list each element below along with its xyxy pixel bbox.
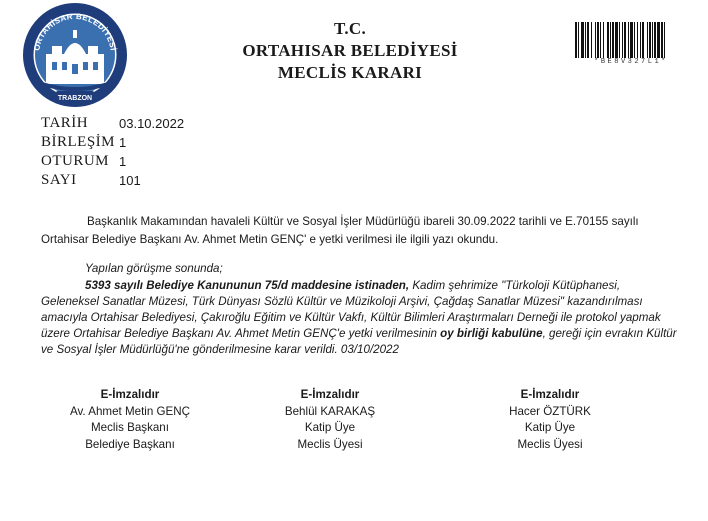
meta-value: 1 [119, 154, 127, 169]
barcode-bar [624, 22, 626, 58]
meta-value: 1 [119, 135, 127, 150]
meta-label: SAYI [41, 172, 77, 188]
meta-block [41, 114, 184, 190]
signature-name: Behlül KARAKAŞ [284, 404, 376, 418]
signature-name: Hacer ÖZTÜRK [509, 404, 591, 418]
meta-row-sitting [41, 152, 184, 171]
header-line-tc: T.C. [333, 19, 367, 38]
paragraph-text: Başkanlık Makamından havaleli Kültür ve Sosyal İşler Müdürlüğü ibareli 30.09.2022 tarihli ve E.70155 sayılı Ortahisar Belediye Başkanı Av. Ahmet Metin GENÇ' e yetki verilmesi ile ilgili yazı okundu. [41, 215, 639, 246]
logo-bottom-text: TRABZON [57, 95, 93, 102]
barcode-bar [587, 22, 589, 58]
barcode-bar [630, 22, 633, 58]
barcode-bar [640, 22, 641, 58]
barcode-bar [634, 22, 635, 58]
body-paragraph-decision [41, 278, 681, 358]
signature-title: E-İmzalıdır [300, 388, 360, 401]
signature-title: E-İmzalıdır [520, 388, 580, 401]
barcode-bar [637, 22, 638, 58]
meta-label: TARİH [41, 115, 89, 131]
barcode-bar [628, 22, 629, 58]
meta-row-number [41, 171, 184, 190]
meta-row-session [41, 133, 184, 152]
barcode-bar [612, 22, 614, 58]
barcode-bar [664, 22, 665, 58]
barcode [575, 22, 687, 58]
meta-value: 03.10.2022 [119, 116, 185, 131]
signature-role: Meclis Üyesi [297, 437, 363, 451]
signature-role: Katip Üye [304, 421, 356, 434]
barcode-bar [615, 22, 618, 58]
signature-title: E-İmzalıdır [100, 388, 160, 401]
barcode-bar [595, 22, 596, 58]
meta-label: OTURUM [41, 153, 110, 169]
signature-role: Meclis Başkanı [91, 421, 169, 434]
decision-vote: oy birliği kabulüne [440, 327, 543, 340]
meta-label: BİRLEŞİM [41, 134, 116, 150]
body-paragraph-intro [41, 213, 681, 249]
municipality-logo [22, 2, 128, 108]
barcode-bar [654, 22, 656, 58]
signature-role: Belediye Başkanı [85, 437, 175, 451]
barcode-bar [585, 22, 586, 58]
barcode-bar [607, 22, 609, 58]
barcode-bar [647, 22, 648, 58]
signature-chairman [40, 387, 220, 453]
signature-role: Katip Üye [524, 421, 576, 434]
signature-clerk-1 [240, 387, 420, 453]
barcode-bar [619, 22, 620, 58]
meta-row-date [41, 114, 184, 133]
barcode-bar [603, 22, 604, 58]
barcode-bar [661, 22, 663, 58]
decision-legal-basis: 5393 sayılı Belediye Kanununun 75/d maddesine istinaden, [85, 279, 410, 292]
document-header [200, 18, 500, 84]
barcode-bar [622, 22, 623, 58]
barcode-bar [578, 22, 579, 58]
header-line-municipality: ORTAHISAR BELEDİYESİ [242, 41, 458, 60]
barcode-bar [597, 22, 599, 58]
body-paragraph-discussion: Yapılan görüşme sonunda; [85, 262, 223, 275]
barcode-bar [657, 22, 660, 58]
barcode-bar [652, 22, 653, 58]
barcode-bar [581, 22, 584, 58]
barcode-bar [649, 22, 651, 58]
barcode-bar [642, 22, 644, 58]
signature-role: Meclis Üyesi [517, 437, 583, 451]
barcode-bar [591, 22, 592, 58]
barcode-text: *BE8V327L1* [594, 58, 668, 66]
barcode-bar [600, 22, 601, 58]
decision-text-end: , gereği için evrakın Kültür ve Sosyal İşler Müdürlüğü'ne gönderilmesine karar verildi. 03/10/2022 [41, 327, 677, 356]
signature-clerk-2 [460, 387, 640, 453]
barcode-bar [610, 22, 611, 58]
meta-value: 101 [119, 173, 141, 188]
signature-name: Av. Ahmet Metin GENÇ [69, 404, 191, 418]
decision-text: Kadim şehrimize "Türkoloji Kütüphanesi, Geleneksel Sanatlar Müzesi, Türk Dünyası Sözlü Kültür ve Müzikoloji Arşivi, Çağdaş Sanatlar Müzesi" kazandırılması amacıyla Ortahisar Belediyesi, Çakıroğlu Eğitim ve Kültür Vakfı, Kültür Bilimleri Araştırmaları Derneği ile protokol yapmak üzere Ortahisar Belediye Başkanı Av. Ahmet Metin GENÇ'e yetki verilmesinin [41, 279, 661, 340]
header-line-decision: MECLİS KARARI [277, 63, 423, 82]
barcode-bar [575, 22, 577, 58]
logo-top-text: ORTAHİSAR BELEDİYESİ [32, 11, 118, 52]
